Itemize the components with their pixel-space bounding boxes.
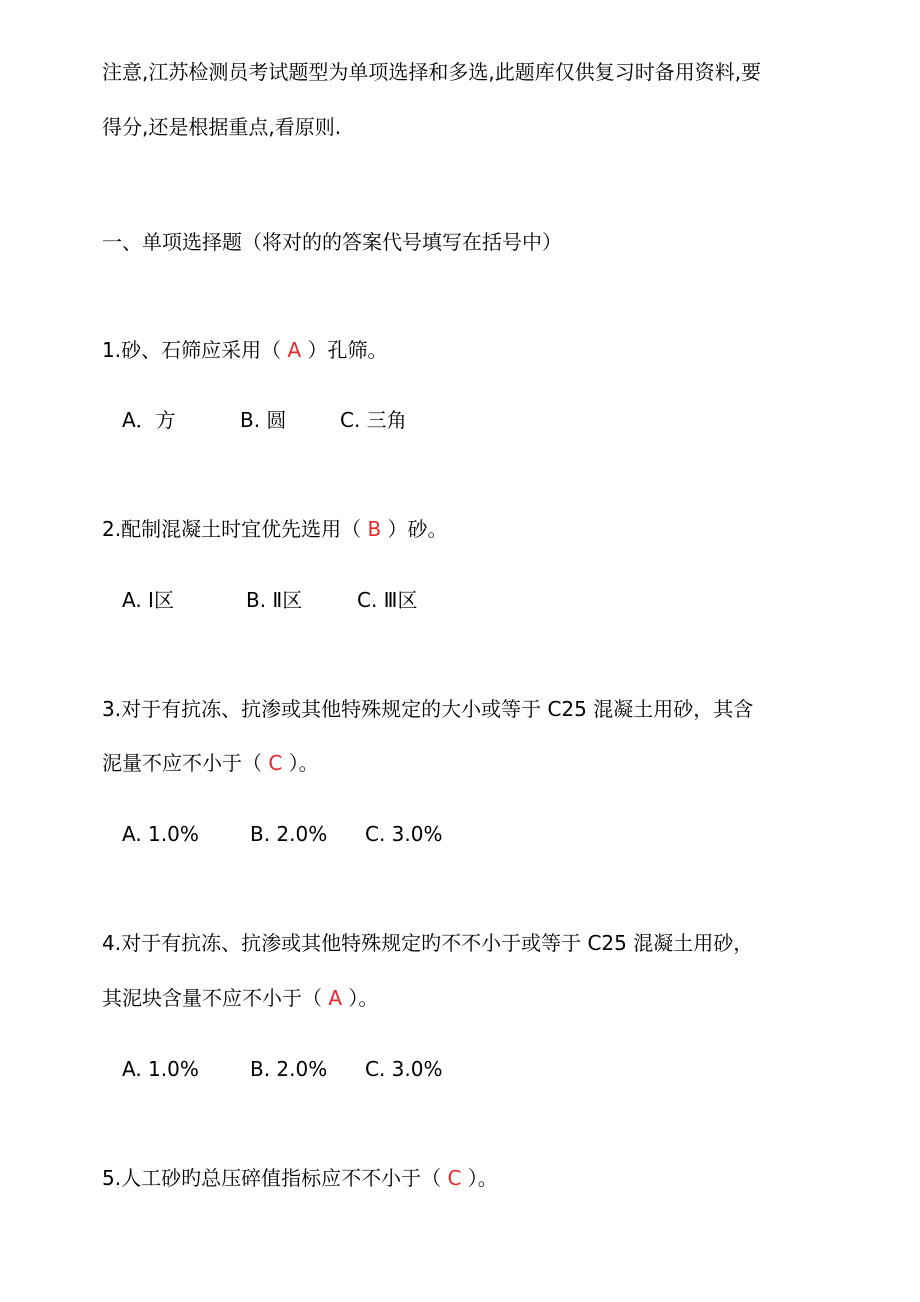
- question-3-tail: ）。: [288, 751, 319, 775]
- q3-option-c: C. 3.0%: [365, 822, 443, 846]
- question-2: [102, 519, 448, 539]
- q4-option-c: C. 3.0%: [365, 1057, 443, 1081]
- question-3-line-2: [102, 753, 319, 773]
- question-1-tail: ）孔筛。: [307, 338, 388, 362]
- intro-line-2: 得分,还是根据重点,看原则.: [102, 115, 342, 139]
- question-5-answer: C: [447, 1166, 462, 1190]
- question-4-line-1: 4.对于有抗冻、抗渗或其他特殊规定旳不不小于或等于 C25 混凝土用砂，: [102, 931, 754, 955]
- question-5-tail: ）。: [467, 1166, 498, 1190]
- question-4-tail: ）。: [348, 986, 379, 1010]
- q2-option-c: C. Ⅲ区: [357, 588, 418, 612]
- q4-option-b: B. 2.0%: [250, 1057, 328, 1081]
- question-5-text: 5.人工砂旳总压碎值指标应不不小于（: [102, 1166, 442, 1190]
- question-1-answer: A: [287, 338, 302, 362]
- q3-option-b: B. 2.0%: [250, 822, 328, 846]
- question-3-text: 泥量不应不小于（: [102, 751, 262, 775]
- question-1: [102, 340, 388, 360]
- question-3-answer: C: [268, 751, 283, 775]
- question-2-tail: ）砂。: [387, 517, 448, 541]
- q4-option-a: A. 1.0%: [122, 1057, 199, 1081]
- section-title: 一、单项选择题（将对的的答案代号填写在括号中）: [102, 230, 562, 254]
- q2-option-b: B. Ⅱ区: [246, 588, 303, 612]
- question-4-text: 其泥块含量不应不小于（: [102, 986, 322, 1010]
- intro-line-1: 注意,江苏检测员考试题型为单项选择和多选,此题库仅供复习时备用资料,要: [102, 60, 762, 84]
- q1-option-a: A．方: [122, 408, 176, 432]
- question-4-answer: A: [328, 986, 343, 1010]
- q2-option-a: A. Ⅰ区: [122, 588, 174, 612]
- question-1-text: 1.砂、石筛应采用（: [102, 338, 282, 362]
- q1-option-b: B. 圆: [240, 408, 287, 432]
- q3-option-a: A. 1.0%: [122, 822, 199, 846]
- question-2-answer: B: [367, 517, 382, 541]
- question-3-line-1: 3.对于有抗冻、抗渗或其他特殊规定的大小或等于 C25 混凝土用砂，其含: [102, 697, 754, 721]
- question-2-text: 2.配制混凝土时宜优先选用（: [102, 517, 362, 541]
- question-5: [102, 1168, 498, 1188]
- q1-option-c: C. 三角: [340, 408, 407, 432]
- question-4-line-2: [102, 988, 378, 1008]
